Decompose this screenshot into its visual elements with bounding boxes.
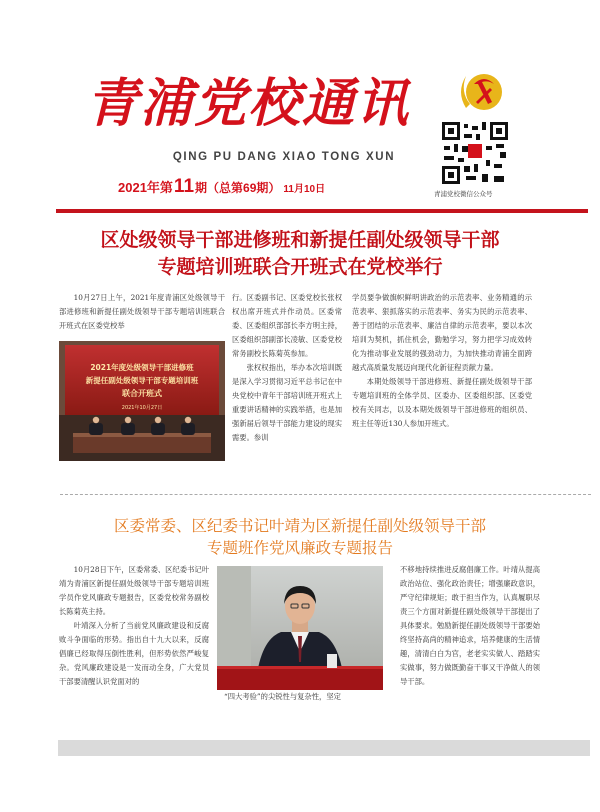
article2-col1-p1: 10月28日下午，区委常委、区纪委书记叶靖为青浦区新提任副处级领导干部专题培训班学员作党风廉政专题报告，区委党校常务副校长陈菊英主持。 — [59, 565, 209, 616]
section-divider — [60, 494, 591, 495]
article1-photo — [59, 341, 225, 461]
article1-col3 — [352, 291, 532, 431]
article1-col1-text: 10月27日上午，2021年度青浦区处级领导干部进修班和新提任副处级领导干部专题培训班联合开班式在区委党校举 — [59, 293, 225, 330]
article2-caption: “四大考验”的尖锐性与复杂性，坚定 — [224, 692, 341, 701]
issue-date: 11月10日 — [283, 184, 326, 195]
article1-col3-p1: 学员要争做旗帜鲜明讲政治的示范表率、业务精通的示范表率、狠抓落实的示范表率、务实为民的示范表率、善于团结的示范表率、廉洁自律的示范表率，要以本次培训为契机，抓住机会，勤勉学习，努力把学习成效转化为推动事业发展的强劲动力，为加快推动青浦全面跨越式高质量发展迈向现代化新征程贡献力量。 — [352, 293, 532, 372]
article2-headline-line1: 区委常委、区纪委书记叶靖为区新提任副处级领导干部 — [113, 517, 486, 535]
issue-year: 2021年第 — [118, 180, 173, 195]
masthead-rule — [56, 209, 588, 213]
article2-headline — [60, 515, 540, 559]
article2-col3 — [400, 563, 540, 689]
photo-banner-date: 2021年10月27日 — [121, 405, 163, 411]
article2-photo — [217, 566, 383, 690]
article1-headline-line2: 专题培训班联合开班式在党校举行 — [157, 256, 443, 278]
issue-number: 11 — [173, 176, 195, 197]
article1-col2-p1: 张权权指出，举办本次培训既是深入学习贯彻习近平总书记在中央党校中青年干部培训班开班式上重要讲话精神的实践举措，也是加强新届后领导干部能力建设的现实需要。参训 — [232, 363, 342, 442]
masthead-title: 青浦党校通讯 — [86, 73, 411, 134]
article2-col1-p2: 叶靖深入分析了当前党风廉政建设和反腐败斗争面临的形势。指出自十九大以来，反腐倡廉已经取得压倒性胜利，但形势依然严峻复杂。党风廉政建设是一发而动全身，广大党员干部要清醒认识党面对的 — [59, 621, 209, 686]
article2-col3-text: 不移地持续推进反腐倡廉工作。叶靖从提高政治站位、强化政治责任；增强廉政意识，严守纪律规矩；敢于担当作为，认真履职尽责三个方面对新提任副处级领导干部提出了具体要求。勉励新提任副处级领导干部要始终坚持高尚的精神追求，培养健康的生活情趣，清清白白为官，老老实实做人、踏踏实实做事，努力做既勤奋干事又干净做人的领导干部。 — [400, 565, 540, 686]
footer-bar — [58, 740, 590, 756]
article1-headline — [40, 227, 560, 281]
issue-line — [118, 176, 325, 198]
article1-col2 — [232, 291, 342, 445]
article1-col1 — [59, 291, 225, 333]
qr-caption: 青浦党校微信公众号 — [434, 191, 493, 198]
photo-banner-line3: 联合开班式 — [122, 389, 162, 398]
wechat-qr-code — [440, 120, 510, 186]
issue-period: 期（总第69期） — [195, 181, 281, 195]
photo-banner-line1: 2021年度处级领导干部进修班 — [90, 363, 194, 372]
article2-headline-line2: 专题班作党风廉政专题报告 — [206, 539, 393, 557]
article1-col3-p2: 本期处级领导干部进修班、新提任副处级领导干部专题培训班的全体学员、区委办、区委组织部、区委党校有关同志，以及本期处级领导干部进修班的组织员、班主任等近130人参加开班式。 — [352, 377, 532, 428]
photo-banner-line2: 新提任副处级领导干部专题培训班 — [85, 376, 199, 385]
article2-col1 — [59, 563, 209, 689]
article1-headline-line1: 区处级领导干部进修班和新提任副处级领导干部 — [100, 229, 500, 251]
party-emblem-icon — [452, 68, 516, 116]
masthead-pinyin: QING PU DANG XIAO TONG XUN — [172, 151, 396, 163]
article1-col2-top: 行。区委副书记、区委党校长张权权出席开班式并作动员。区委常委、区委组织部部长李方明主持，区委组织部副部长凌敏、区委党校常务副校长陈菊英参加。 — [232, 293, 342, 358]
